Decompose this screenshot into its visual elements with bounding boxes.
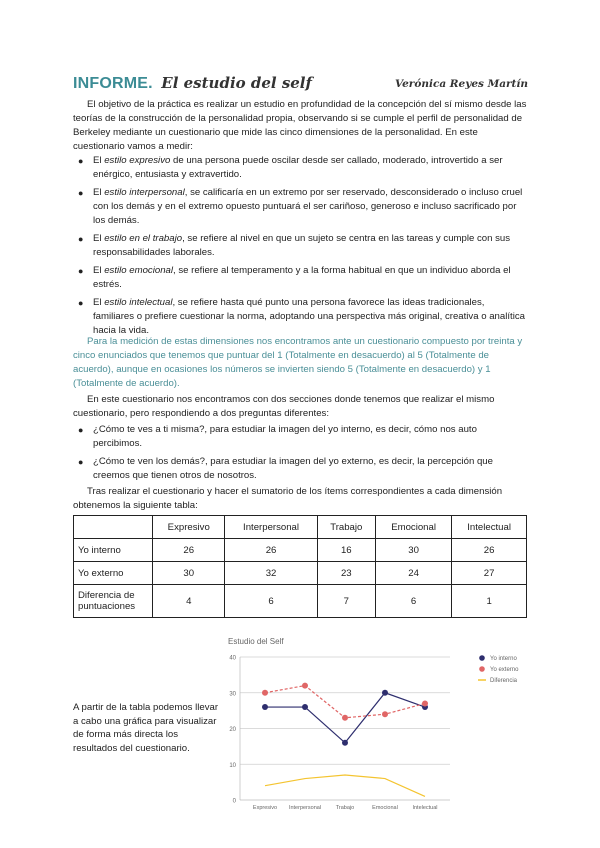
table-cell: 30 (375, 539, 451, 562)
list-item (73, 455, 528, 483)
table-cell: 27 (452, 562, 527, 585)
dimension-term: estilo expresivo (104, 155, 171, 166)
report-title: INFORME. (73, 75, 153, 92)
table-cell: 4 (153, 585, 225, 618)
x-tick-label: Trabajo (335, 805, 355, 811)
dimension-term: estilo en el trabajo (104, 233, 183, 244)
series-line (265, 775, 425, 796)
bullet-icon: ● (78, 457, 84, 467)
table-cell: 16 (317, 539, 375, 562)
table-header-cell: Expresivo (153, 516, 225, 539)
question-text: ¿Cómo te ves a ti misma?, para estudiar la imagen del yo interno, es decir, cómo nos auto percibimos. (93, 424, 477, 449)
legend-label: Yo externo (490, 667, 519, 673)
dimensions-list (73, 154, 528, 342)
x-tick-label: Emocional (372, 805, 398, 811)
table-intro-paragraph (73, 485, 528, 513)
self-study-line-chart (220, 630, 530, 820)
table-row (74, 539, 527, 562)
legend-label: Yo interno (490, 656, 517, 662)
report-subtitle: El estudio del self (161, 74, 312, 92)
data-point (382, 690, 388, 696)
document-header (73, 74, 528, 96)
row-label: Yo externo (74, 562, 153, 585)
bullet-icon: ● (78, 188, 84, 198)
x-tick-label: Expresivo (252, 805, 278, 811)
intro-text: El objetivo de la práctica es realizar un estudio en profundidad de la concepción del sí mismo desde las teorías de la construcción de la personalidad propia, observando si se cumple el perfil de personalidad de Berkeley mediante un cuestionario que mide las cinco dimensiones de la personalidad. En este cuestionario vamos a medir: (73, 99, 527, 152)
dimension-term: estilo interpersonal (104, 187, 185, 198)
table-header-cell (74, 516, 153, 539)
row-label: Diferencia de puntuaciones (74, 585, 153, 618)
row-label: Yo interno (74, 539, 153, 562)
data-point (422, 700, 428, 706)
table-header-cell: Intelectual (452, 516, 527, 539)
table-cell: 32 (225, 562, 317, 585)
dimension-term: estilo emocional (104, 265, 173, 276)
x-tick-label: Interpersonal (288, 805, 322, 811)
series-line (265, 686, 425, 718)
chart-legend (478, 655, 519, 684)
chart-caption: A partir de la tabla podemos llevar a cabo una gráfica para visualizar de forma más directa los resultados del cuestionario. (73, 702, 219, 754)
x-tick-label: Intelectual (412, 805, 438, 811)
y-tick-label: 10 (229, 762, 236, 769)
table-cell: 6 (225, 585, 317, 618)
table-cell: 1 (452, 585, 527, 618)
y-tick-label: 40 (229, 655, 236, 662)
y-tick-label: 0 (232, 798, 236, 805)
data-point (302, 704, 308, 710)
bullet-icon: ● (78, 156, 84, 166)
legend-swatch (479, 666, 485, 672)
table-intro-text: Tras realizar el cuestionario y hacer el sumatorio de los ítems correspondientes a cada dimensión obtenemos la siguiente tabla: (73, 486, 503, 511)
data-point (342, 715, 348, 721)
sections-paragraph (73, 393, 528, 421)
bullet-icon: ● (78, 298, 84, 308)
bullet-icon: ● (78, 234, 84, 244)
chart-grid (240, 657, 450, 800)
legend-swatch (479, 655, 485, 661)
table-cell: 26 (225, 539, 317, 562)
table-cell: 7 (317, 585, 375, 618)
list-item: ● El estilo interpersonal, se calificaría en un extremo por ser reservado, desconsiderado o incluso cruel con los demás y en el extremo opuesto puntuará el ser cariñoso, generoso e incluso sacrificado por los demás. (78, 187, 523, 226)
intro-paragraph (73, 98, 528, 154)
questions-list (73, 423, 528, 487)
table-header-row (74, 516, 527, 539)
table-header-cell: Trabajo (317, 516, 375, 539)
list-item: ● El estilo emocional, se refiere al temperamento y a la forma habitual en que un individuo aborda el estrés. (78, 265, 511, 290)
table-cell: 30 (153, 562, 225, 585)
measurement-text: Para la medición de estas dimensiones nos encontramos ante un cuestionario compuesto por treinta y cinco enunciados que tenemos que puntuar del 1 (Totalmente en desacuerdo) al 5 (Totalmente de acuerdo), aunque en ocasiones los números se invierten siendo 5 (Totalmente en desacuerdo) y 1 (Totalmente de acuerdo). (73, 336, 523, 389)
chart-y-axis (229, 656, 236, 805)
table-cell: 26 (153, 539, 225, 562)
table-cell: 23 (317, 562, 375, 585)
chart-series-group (262, 683, 428, 797)
list-item: ● El estilo en el trabajo, se refiere al nivel en que un sujeto se centra en las tareas y cumple con sus responsabilidades laborales. (78, 233, 511, 258)
table-row (74, 562, 527, 585)
data-point (262, 690, 268, 696)
table-header-cell: Emocional (375, 516, 451, 539)
bullet-icon: ● (78, 266, 84, 276)
results-table (73, 515, 527, 618)
data-point (302, 683, 308, 689)
measurement-paragraph (73, 335, 528, 391)
author-name: Verónica Reyes Martín (394, 78, 528, 90)
table-cell: 6 (375, 585, 451, 618)
dimension-term: estilo intelectual (104, 297, 173, 308)
list-item: ● El estilo expresivo de una persona puede oscilar desde ser callado, moderado, introvertido a ser enérgico, entusiasta y extravertido. (78, 155, 503, 180)
data-point (382, 711, 388, 717)
table-row (74, 585, 527, 618)
chart-x-axis (253, 805, 438, 811)
question-text: ¿Cómo te ven los demás?, para estudiar la imagen del yo externo, es decir, la percepción que creemos que tienen otros de nosotros. (93, 456, 493, 481)
legend-label: Diferencia (490, 678, 518, 684)
data-point (262, 704, 268, 710)
y-tick-label: 20 (229, 727, 236, 733)
table-cell: 24 (375, 562, 451, 585)
data-point (342, 740, 348, 746)
list-item: ● El estilo intelectual, se refiere hasta qué punto una persona favorece las ideas tradicionales, familiares o prefiere cuestionar la norma, adoptando una perspectiva más original, creativa o analítica hacia la vida. (78, 297, 525, 336)
chart-title: Estudio del Self (228, 637, 284, 646)
table-cell: 26 (452, 539, 527, 562)
y-tick-label: 30 (229, 691, 236, 698)
table-header-cell: Interpersonal (225, 516, 317, 539)
bullet-icon: ● (78, 425, 84, 435)
list-item (73, 423, 528, 451)
sections-text: En este cuestionario nos encontramos con dos secciones donde tenemos que realizar el mismo cuestionario, pero respondiendo a dos preguntas diferentes: (73, 394, 495, 419)
